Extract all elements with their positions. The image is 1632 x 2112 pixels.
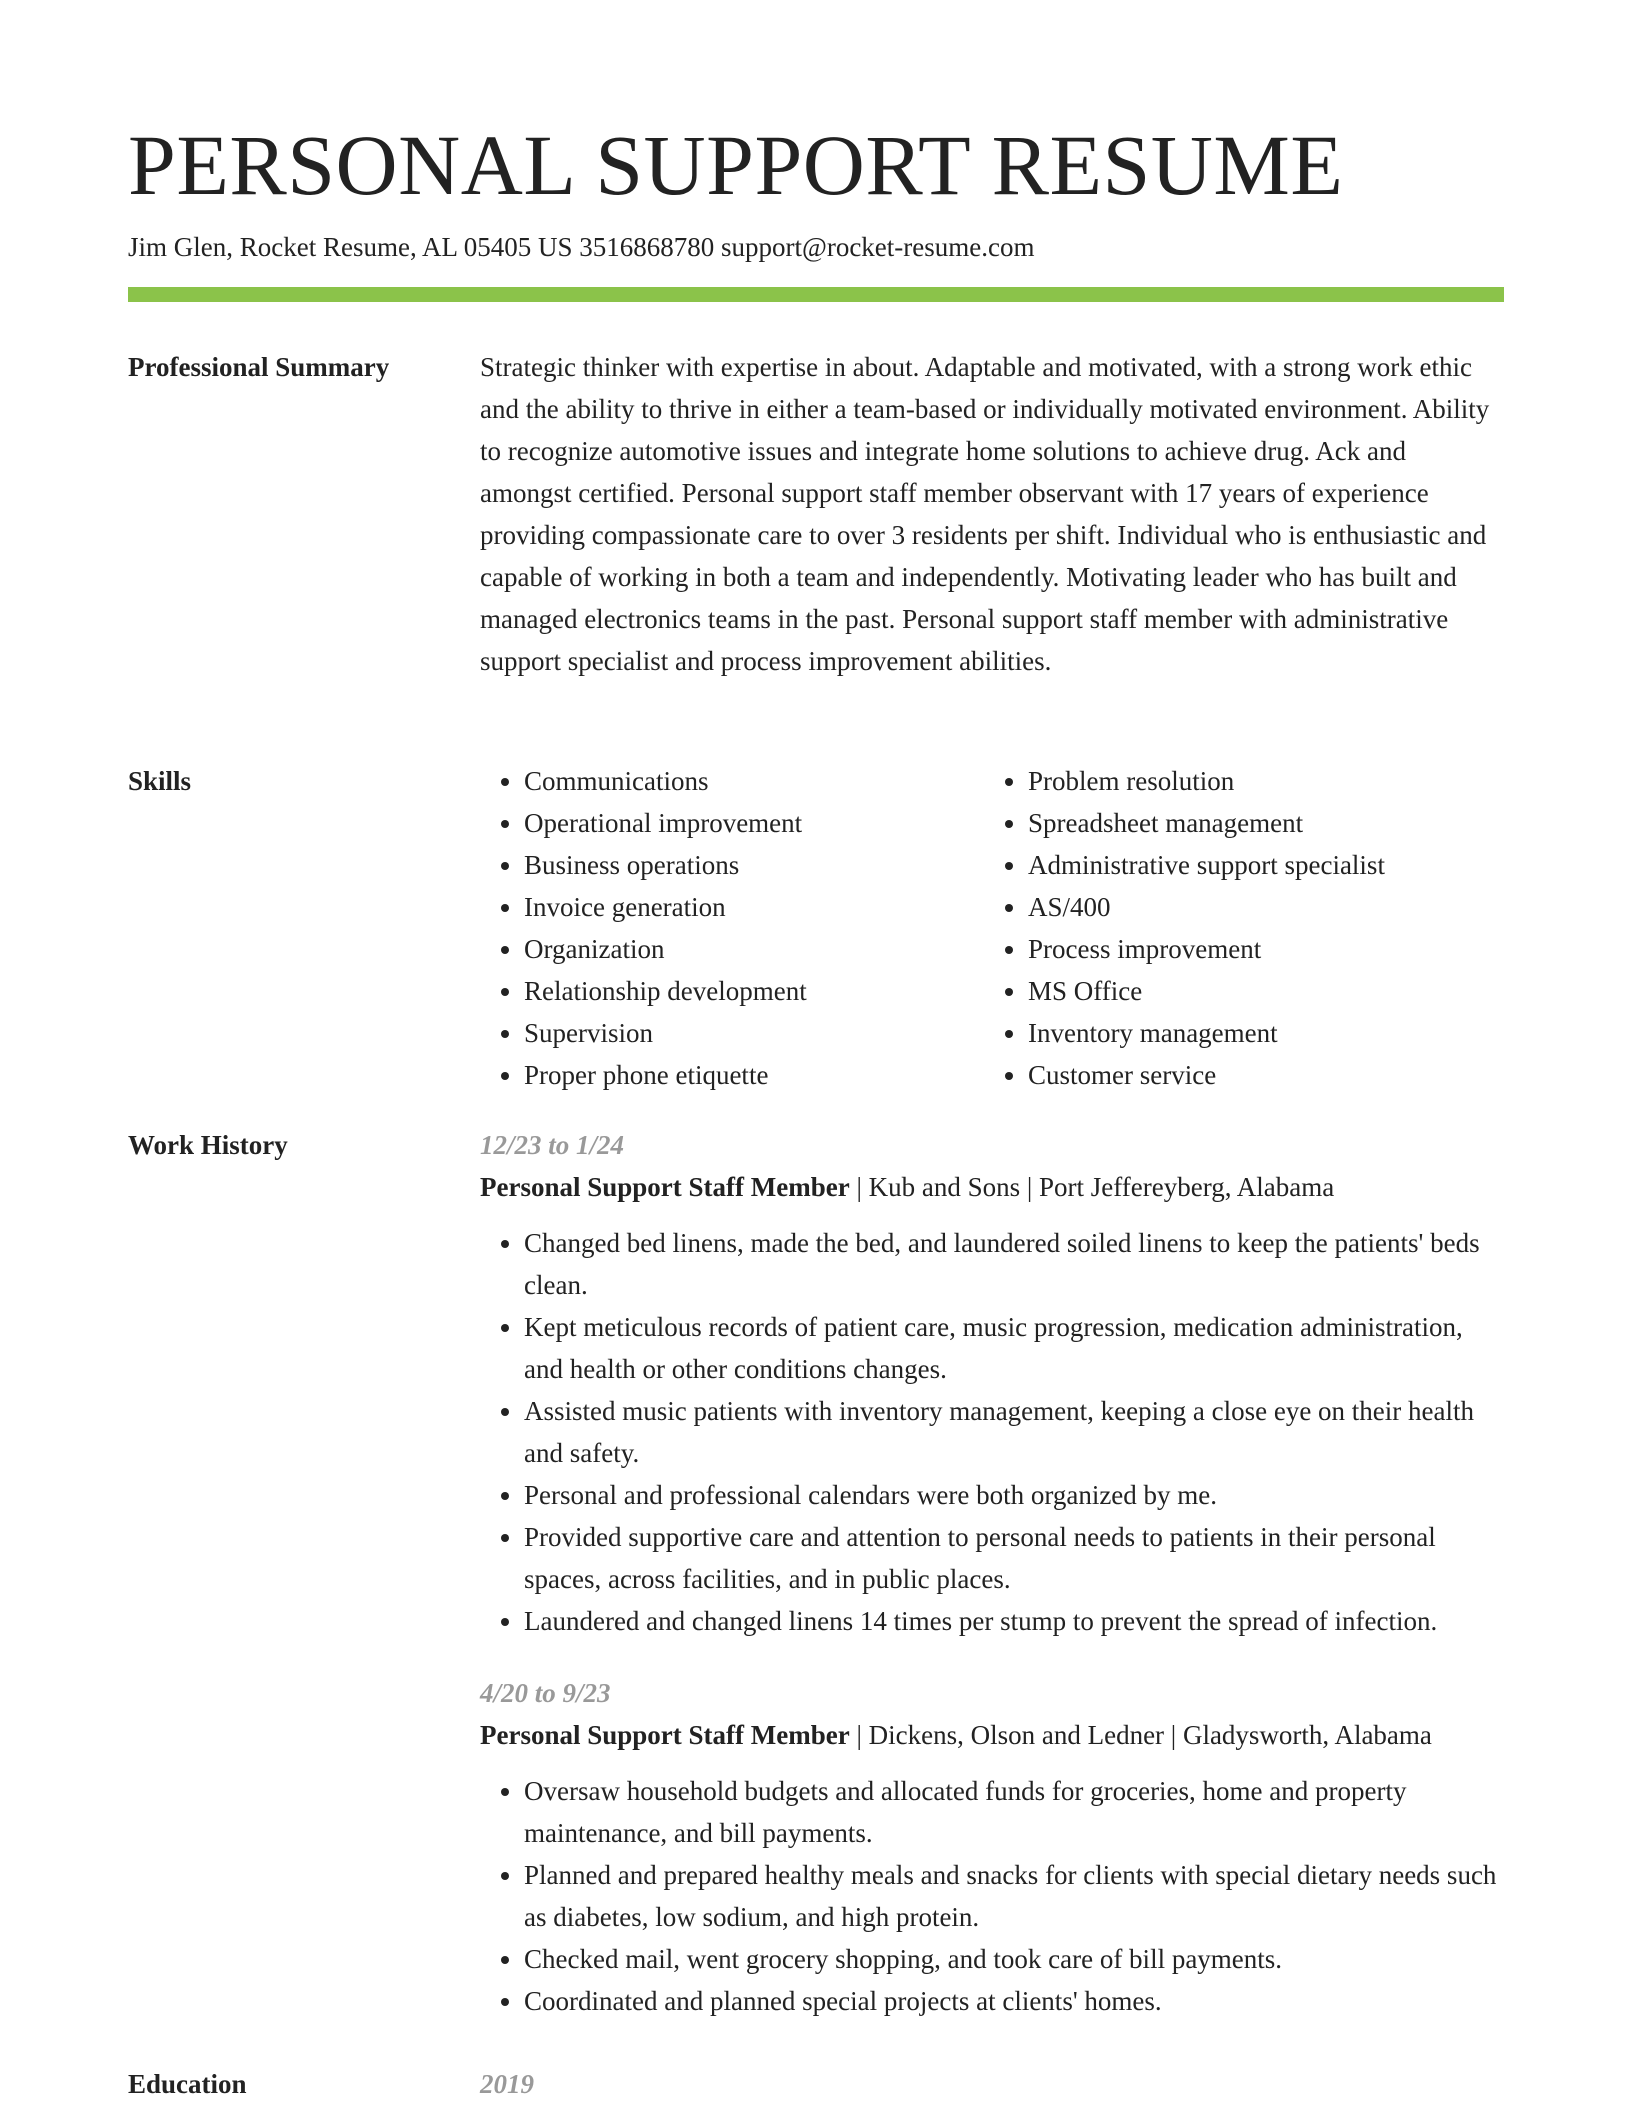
education-date: 2019 bbox=[480, 2069, 534, 2099]
job-entry bbox=[480, 1124, 1504, 1642]
skills-label: Skills bbox=[128, 766, 192, 796]
education-label: Education bbox=[128, 2069, 247, 2099]
summary-label: Professional Summary bbox=[128, 352, 390, 382]
work-history-label: Work History bbox=[128, 1130, 288, 1160]
skills-list-right bbox=[984, 760, 1488, 1096]
skill-item: • Communications bbox=[524, 760, 984, 802]
job-bullet: • Checked mail, went grocery shopping, and took care of bill payments. bbox=[524, 1938, 1504, 1980]
job-details: | Dickens, Olson and Ledner | Gladysworth, Alabama bbox=[849, 1720, 1432, 1750]
skill-item: • Process improvement bbox=[1028, 928, 1488, 970]
skill-item: • MS Office bbox=[1028, 970, 1488, 1012]
skill-item: • Organization bbox=[524, 928, 984, 970]
job-bullet: • Provided supportive care and attention to personal needs to patients in their personal spaces, across facilities, and in public places. bbox=[524, 1516, 1504, 1600]
job-title: Personal Support Staff Member bbox=[480, 1172, 850, 1202]
skill-item: • Administrative support specialist bbox=[1028, 844, 1488, 886]
job-bullet: • Personal and professional calendars were both organized by me. bbox=[524, 1474, 1504, 1516]
job-bullet: • Assisted music patients with inventory management, keeping a close eye on their health and safety. bbox=[524, 1390, 1504, 1474]
skill-item: • AS/400 bbox=[1028, 886, 1488, 928]
job-bullet: • Planned and prepared healthy meals and snacks for clients with special dietary needs such as diabetes, low sodium, and high protein. bbox=[524, 1854, 1504, 1938]
job-bullet: • Kept meticulous records of patient care, music progression, medication administration, and health or other conditions changes. bbox=[524, 1306, 1504, 1390]
job-dates: 4/20 to 9/23 bbox=[480, 1678, 611, 1708]
skill-item: • Proper phone etiquette bbox=[524, 1054, 984, 1096]
summary-text: Strategic thinker with expertise in about. Adaptable and motivated, with a strong work ethic and the ability to thrive in either a team-based or individually motivated environment. Ability to recognize automotive issues and integrate home solutions to achieve drug. Ack and amongst certified. Personal support staff member observant with 17 years of experience providing compassionate care to over 3 residents per shift. Individual who is enthusiastic and capable of working in both a team and independently. Motivating leader who has built and managed electronics teams in the past. Personal support staff member with administrative support specialist and process improvement abilities. bbox=[480, 352, 1490, 676]
skill-item: • Spreadsheet management bbox=[1028, 802, 1488, 844]
job-dates: 12/23 to 1/24 bbox=[480, 1130, 625, 1160]
work-history-body bbox=[480, 1124, 1504, 2052]
job-title: Personal Support Staff Member bbox=[480, 1720, 850, 1750]
job-bullets bbox=[480, 1770, 1504, 2022]
skill-item: • Supervision bbox=[524, 1012, 984, 1054]
job-details: | Kub and Sons | Port Jeffereyberg, Alabama bbox=[849, 1172, 1335, 1202]
skill-item: • Customer service bbox=[1028, 1054, 1488, 1096]
skill-item: • Operational improvement bbox=[524, 802, 984, 844]
header-divider bbox=[128, 287, 1504, 302]
resume-title: PERSONAL SUPPORT RESUME bbox=[128, 117, 1344, 213]
skill-item: • Problem resolution bbox=[1028, 760, 1488, 802]
job-bullet: • Laundered and changed linens 14 times per stump to prevent the spread of infection. bbox=[524, 1600, 1504, 1642]
job-bullet: • Coordinated and planned special projects at clients' homes. bbox=[524, 1980, 1504, 2022]
education-body bbox=[480, 2063, 1504, 2105]
job-heading bbox=[480, 1166, 1504, 1208]
summary-body bbox=[480, 346, 1504, 682]
skill-item: • Invoice generation bbox=[524, 886, 984, 928]
job-bullets bbox=[480, 1222, 1504, 1642]
job-bullet: • Changed bed linens, made the bed, and laundered soiled linens to keep the patients' beds clean. bbox=[524, 1222, 1504, 1306]
skills-body bbox=[480, 760, 1504, 1096]
contact-line: Jim Glen, Rocket Resume, AL 05405 US 3516868780 support@rocket-resume.com bbox=[128, 232, 1035, 262]
job-entry bbox=[480, 1672, 1504, 2022]
skill-item: • Business operations bbox=[524, 844, 984, 886]
skill-item: • Inventory management bbox=[1028, 1012, 1488, 1054]
skills-list-left bbox=[480, 760, 984, 1096]
skill-item: • Relationship development bbox=[524, 970, 984, 1012]
job-heading bbox=[480, 1714, 1504, 1756]
job-bullet: • Oversaw household budgets and allocated funds for groceries, home and property maintenance, and bill payments. bbox=[524, 1770, 1504, 1854]
